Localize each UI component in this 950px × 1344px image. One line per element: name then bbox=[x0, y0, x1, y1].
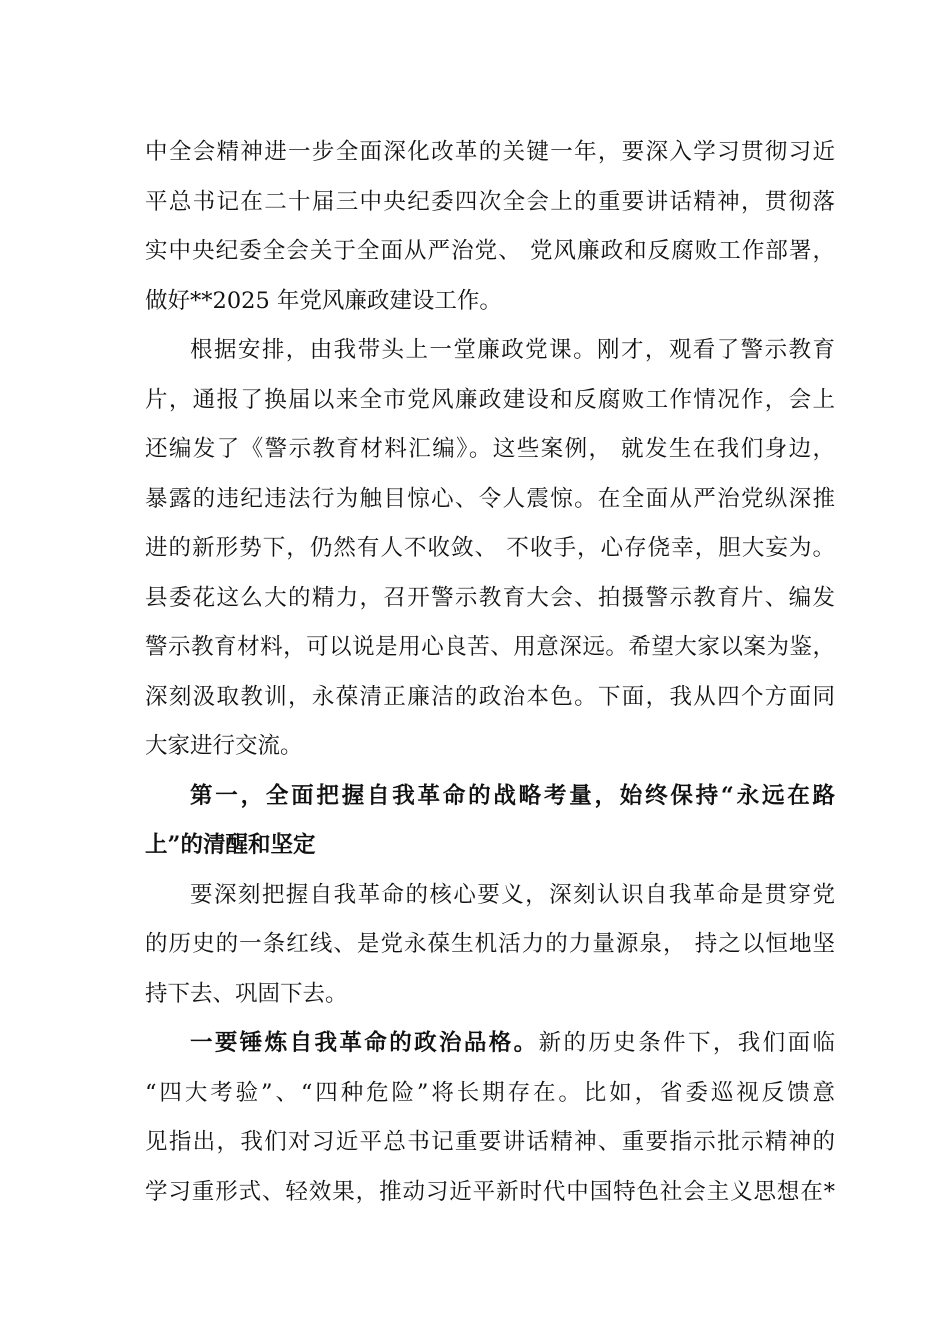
bold-lead: 一要锤炼自我革命的政治品格。 bbox=[190, 1030, 539, 1056]
text-line: 进的新形势下，仍然有人不收敛、 不收手，心存侥幸，胆大妄为。 bbox=[145, 535, 835, 561]
text-line: 中全会精神进一步全面深化改革的关键一年，要深入学习贯彻习近 bbox=[145, 139, 835, 165]
section-heading: 第一，全面把握自我革命的战略考量，始终保持“永远在路 bbox=[190, 782, 835, 809]
text-line: 大家进行交流。 bbox=[145, 733, 303, 759]
text-line: 还编发了《警示教育材料汇编》。这些案例， 就发生在我们身边， bbox=[145, 436, 835, 462]
document-body bbox=[145, 128, 835, 1217]
text-line: 的历史的一条红线、是党永葆生机活力的力量源泉， 持之以恒地坚 bbox=[145, 931, 835, 957]
text-line: 做好**2025 年党风廉政建设工作。 bbox=[145, 287, 502, 314]
text-line: 根据安排，由我带头上一堂廉政党课。刚才，观看了警示教育 bbox=[190, 337, 835, 363]
text-line: 要深刻把握自我革命的核心要义，深刻认识自我革命是贯穿党 bbox=[190, 881, 835, 908]
text-line: 实中央纪委全会关于全面从严治党、 党风廉政和反腐败工作部署， bbox=[145, 238, 835, 264]
text-line: 深刻汲取教训，永葆清正廉洁的政治本色。下面，我从四个方面同 bbox=[145, 683, 835, 710]
text-line bbox=[145, 1019, 835, 1069]
text-line: 学习重形式、轻效果，推动习近平新时代中国特色社会主义思想在* bbox=[145, 1178, 835, 1205]
text-run: 新的历史条件下，我们面临 bbox=[538, 1030, 835, 1056]
text-line: “四大考验”、“四种危险”将长期存在。比如，省委巡视反馈意 bbox=[145, 1079, 835, 1106]
text-line: 暴露的违纪违法行为触目惊心、令人震惊。在全面从严治党纵深推 bbox=[145, 485, 835, 512]
section-heading: 上”的清醒和坚定 bbox=[145, 832, 316, 858]
text-line: 见指出，我们对习近平总书记重要讲话精神、重要指示批示精神的 bbox=[145, 1129, 835, 1155]
text-line: 持下去、巩固下去。 bbox=[145, 980, 348, 1007]
text-line: 县委花这么大的精力，召开警示教育大会、拍摄警示教育片、编发 bbox=[145, 584, 835, 611]
text-line: 警示教育材料，可以说是用心良苦、用意深远。希望大家以案为鉴， bbox=[145, 634, 835, 660]
text-line: 平总书记在二十届三中央纪委四次全会上的重要讲话精神，贯彻落 bbox=[145, 188, 835, 215]
text-line: 片，通报了换届以来全市党风廉政建设和反腐败工作情况作，会上 bbox=[145, 386, 835, 413]
